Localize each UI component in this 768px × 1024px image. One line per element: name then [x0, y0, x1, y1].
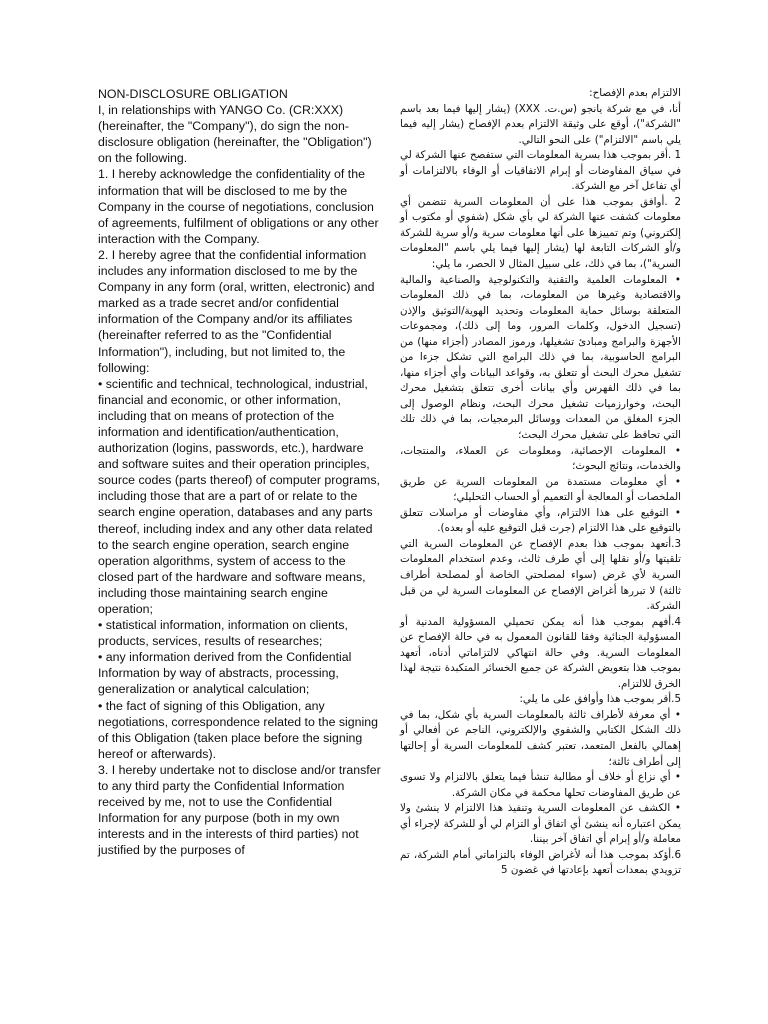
arabic-clause-4: 4.أفهم بموجب هذا أنه يمكن تحميلي المسؤولية المدنية أو المسؤولية الجنائية وفقا للقانون المعمول به في حالة الإفصاح عن المعلومات السرية. وفي حالة انتهاكي لالتزاماتي أدناه، أتعهد بموجب هذا بتعويض الشركة عن جميع الخسائر المتكبدة نتيجة لهذا الخرق للالتزام. [400, 615, 681, 690]
arabic-title: الالتزام بعدم الإفصاح: [589, 87, 681, 99]
english-column [98, 86, 384, 859]
english-bullet-derived: • any information derived from the Confidential Information by way of abstracts, processing, generalization or analytical calculation; [98, 650, 352, 697]
arabic-clause-2: 2 .أوافق بموجب هذا على أن المعلومات السرية تتضمن أي معلومات كشفت عنها الشركة لي بأي شكل (شفوي أو مكتوب أو إلكتروني) وتم تمييزها على أنها معلومات سرية و/أو سرية للشركة و/أو الشركات التابعة لها (يشار إليها فيما يلي باسم "المعلومات السرية")، بما في ذلك، على سبيل المثال لا الحصر، ما يلي: [400, 195, 681, 271]
arabic-clause-1: 1 .أقر بموجب هذا بسرية المعلومات التي ستفصح عنها الشركة لي في سياق المفاوضات أو إبرام الاتفاقيات أو الوفاء بالالتزامات أو أي تفاعل آخر مع الشركة. [400, 149, 681, 193]
english-bullet-scientific: • scientific and technical, technological, industrial, financial and economic, or other information, including that on means of protection of the information and identification/authentication, authorization (logins, passwords, etc.), hardware and software suites and their operation principles, source codes (parts thereof) of computer programs, including those that are a part of or relate to the search engine operation, databases and any parts thereof, including index and any other data related to the search engine operation, search engine operation algorithms, system of access to the closed part of the hardware and software means, including those maintaining search engine operation; [98, 376, 380, 616]
english-clause-3: 3. I hereby undertake not to disclose and/or transfer to any third party the Confidential Information received by me, not to use the Confidential Information for any purpose (both in my own interests and in the interests of third parties) not justified by the purposes of [98, 762, 381, 858]
english-bullet-signing: • the fact of signing of this Obligation, any negotiations, correspondence related to the signing of this Obligation (taken place before the signing hereof or afterwards). [98, 698, 378, 761]
arabic-bullet-signing: • التوقيع على هذا الالتزام، وأي مفاوضات أو مراسلات تتعلق بالتوقيع على هذا الالتزام (جرت قبل التوقيع عليه أو بعده). [400, 506, 681, 535]
english-bullet-statistical: • statistical information, information on clients, products, services, results of researches; [98, 618, 348, 649]
english-clause-1: 1. I hereby acknowledge the confidentiality of the information that will be disclosed to me by the Company in the course of negotiations, conclusion of agreements, fulfilment of obligations or any other interaction with the Company. [98, 167, 379, 246]
arabic-bullet-derived: • أي معلومات مستمدة من المعلومات السرية عن طريق الملخصات أو المعالجة أو التعميم أو الحساب التحليلي؛ [400, 475, 681, 504]
arabic-bullet-statistical: • المعلومات الإحصائية، ومعلومات عن العملاء، والمنتجات، والخدمات، ونتائج البحوث؛ [400, 444, 681, 473]
english-intro-paragraph: I, in relationships with YANGO Co. (CR:XXX) (hereinafter, the "Company"), do sign the non-disclosure obligation (hereinafter, the "Obligation") on the following. [98, 103, 372, 166]
arabic-clause-6: 6.أؤكد بموجب هذا أنه لأغراض الوفاء بالتزاماتي أمام الشركة، تم تزويدي بمعدات أتعهد بإعادتها في غضون 5 [400, 848, 681, 877]
arabic-bullet-no-agreement: • الكشف عن المعلومات السرية وتنفيذ هذا الالتزام لا ينشئ ولا يمكن اعتباره أنه ينشئ أي اتفاق أو التزام لي أو للشركة لإجراء أي معاملة و/أو إبرام أي اتفاق آخر بيننا. [400, 802, 681, 846]
arabic-bullet-scientific: • المعلومات العلمية والتقنية والتكنولوجية والصناعية والمالية والاقتصادية وغيرها من المعلومات، بما في ذلك المعلومات المتعلقة بوسائل حماية المعلومات وتحديد الهوية/التوثيق والإذن (تسجيل الدخول، وكلمات المرور، وما إلى ذلك)، ومجموعات الأجهزة والبرامج ومبادئ تشغيلها، ورموز المصادر (أجزاء منها) من البرامج الحاسوبية، بما في ذلك البرامج التي تشكل جزءا من تشغيل محرك البحث أو تتعلق به، وقواعد البيانات وأي أجزاء منها، بما في ذلك الفهرس وأي بيانات أخرى تتعلق بتشغيل محرك البحث، وخوارزميات تشغيل محرك البحث، ونظام الوصول إلى الجزء المغلق من المعدات ووسائل البرمجيات، بما في ذلك تلك التي تحافظ على تشغيل محرك البحث؛ [400, 273, 681, 442]
arabic-column [400, 86, 681, 879]
english-clause-2: 2. I hereby agree that the confidential information includes any information disclosed to me by the Company in any form (oral, written, electronic) and marked as a trade secret and/or confidential information of the Company and/or its affiliates (hereinafter referred to as the "Confidential Information"), including, but not limited to, the following: [98, 247, 375, 375]
arabic-intro-paragraph: أنا، في مع شركة يانجو (س.ت. XXX) (يشار إليها فيما بعد باسم "الشركة")، أوقع على وثيقة الالتزام بعدم الإفصاح (يشار إليه فيما يلي باسم "الالتزام") على النحو التالي. [400, 102, 681, 146]
arabic-clause-5: 5.أقر بموجب هذا وأوافق على ما يلي: [519, 693, 681, 706]
arabic-bullet-third-party-knowledge: • أي معرفة لأطراف ثالثة بالمعلومات السرية بأي شكل، بما في ذلك الشكل الكتابي والشفوي والإلكتروني، الناجم عن أفعالي أو إهمالي بالفعل المتعمد، تعتبر كشف للمعلومات السرية أو إحالتها إلى أطراف ثالثة؛ [400, 708, 681, 768]
arabic-clause-3: 3.أتعهد بموجب هذا بعدم الإفصاح عن المعلومات السرية التي تلقيتها و/أو نقلها إلى أي طرف ثالث، وعدم استخدام المعلومات السرية لأي غرض (سواء لمصلحتي الخاصة أو لمصلحة أطراف ثالثة) لا تبررها أغراض الإفصاح عن المعلومات السرية لي من قبل الشركة. [400, 537, 681, 613]
english-title: NON-DISCLOSURE OBLIGATION [98, 87, 288, 101]
arabic-bullet-disputes: • أي نزاع أو خلاف أو مطالبة تنشأ فيما يتعلق بالالتزام ولا تسوى عن طريق المفاوضات تحلها محكمة في مكان الشركة. [400, 771, 681, 799]
